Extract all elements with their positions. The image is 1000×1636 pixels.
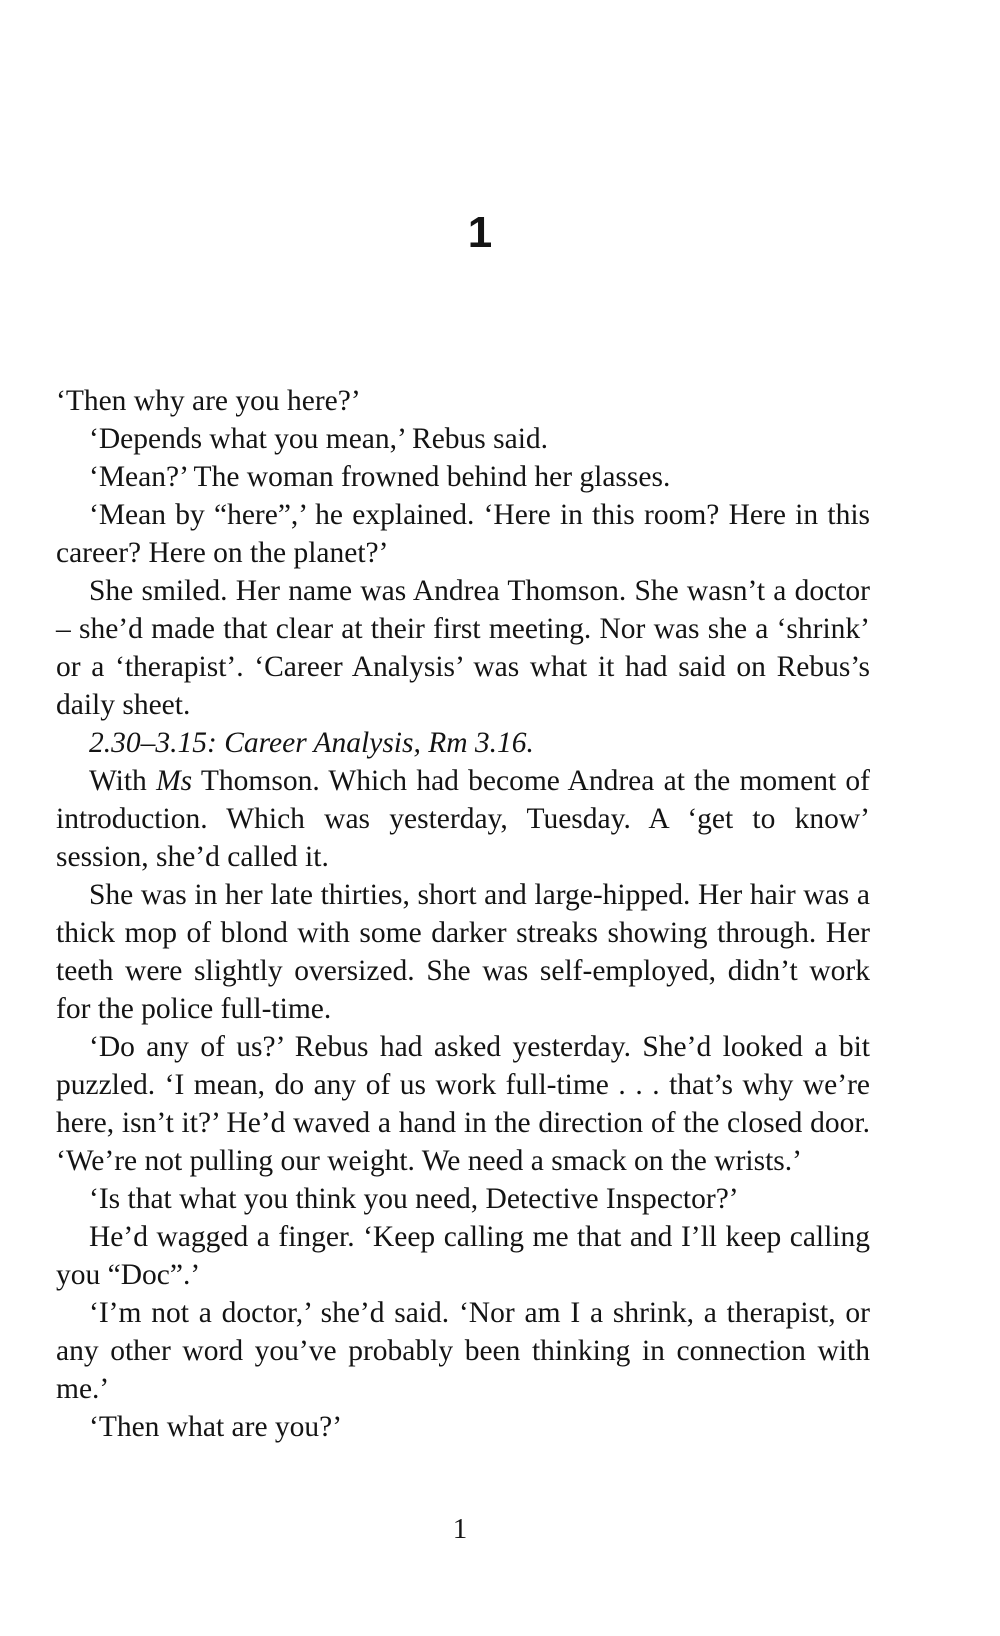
emphasis-text: Ms (156, 765, 193, 797)
paragraph (56, 762, 870, 876)
schedule-line: 2.30–3.15: Career Analysis, Rm 3.16. (89, 727, 534, 759)
page-number: 1 (452, 1513, 468, 1545)
paragraph-text: With (89, 765, 157, 797)
paragraph: She smiled. Her name was Andrea Thomson. She wasn’t a doctor – she’d made that clear at their first meeting. Nor was she a ‘shrink’ or a ‘therapist’. ‘Career Analysis’ was what it had said on Rebus’s daily sheet. (56, 575, 870, 721)
paragraph: He’d wagged a finger. ‘Keep calling me that and I’ll keep calling you “Doc”.’ (56, 1221, 870, 1291)
paragraph-text: Thomson. Which had become Andrea at the moment of introduction. Which was yesterday, Tuesday. A ‘get to know’ session, she’d called it. (56, 765, 870, 873)
paragraph: ‘Then what are you?’ (89, 1411, 343, 1443)
body-text (56, 382, 870, 1446)
chapter-number: 1 (467, 208, 493, 257)
paragraph: ‘Is that what you think you need, Detective Inspector?’ (89, 1183, 739, 1215)
paragraph: She was in her late thirties, short and large-hipped. Her hair was a thick mop of blond with some darker streaks showing through. Her teeth were slightly oversized. She was self-employed, didn’t work for the police full-time. (56, 879, 870, 1025)
paragraph: ‘Mean by “here”,’ he explained. ‘Here in this room? Here in this career? Here on the planet?’ (56, 499, 870, 569)
paragraph: ‘Mean?’ The woman frowned behind her glasses. (89, 461, 671, 493)
paragraph: ‘Then why are you here?’ (56, 385, 361, 417)
paragraph: ‘Do any of us?’ Rebus had asked yesterday. She’d looked a bit puzzled. ‘I mean, do any of us work full-time . . . that’s why we’re here, isn’t it?’ He’d waved a hand in the direction of the closed door. ‘We’re not pulling our weight. We need a smack on the wrists.’ (56, 1031, 870, 1177)
paragraph: ‘Depends what you mean,’ Rebus said. (89, 423, 549, 455)
paragraph: ‘I’m not a doctor,’ she’d said. ‘Nor am I a shrink, a therapist, or any other word you’ve probably been thinking in connection with me.’ (56, 1297, 870, 1405)
